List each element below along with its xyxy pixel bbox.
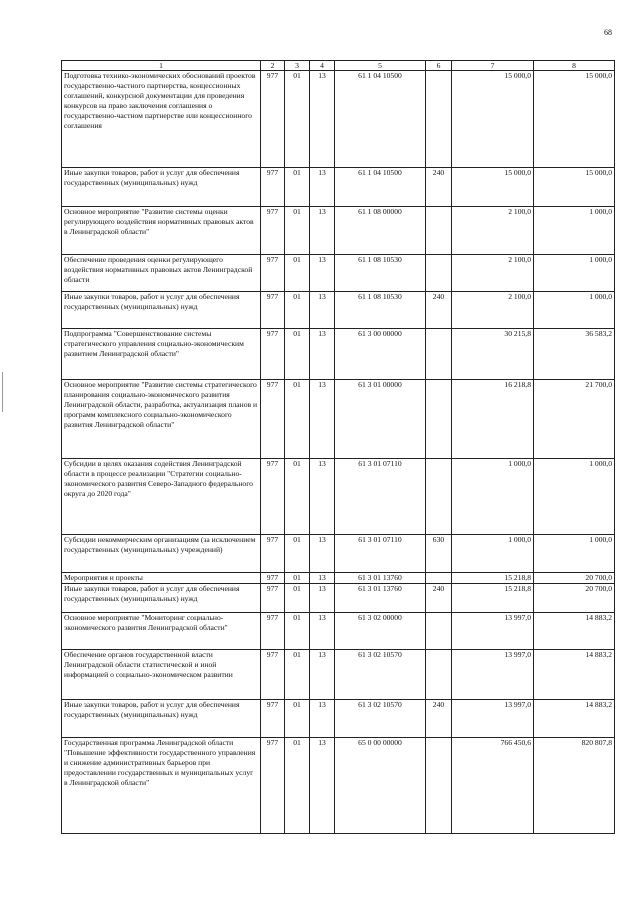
cell-target-article: 61 3 01 00000 xyxy=(335,380,426,459)
cell-amount-year2: 820 807,8 xyxy=(534,738,615,834)
cell-expense-type xyxy=(426,329,452,380)
cell-amount-year2: 1 000,0 xyxy=(534,292,615,329)
cell-amount-year1: 30 215,8 xyxy=(452,329,534,380)
row-name: Субсидии в целях оказания содействия Ленинградской области в процессе реализации "Стратегии социально-экономического развития Северо-Западного федерального округа до 2020 года" xyxy=(62,459,261,535)
cell-amount-year1: 1 000,0 xyxy=(452,459,534,535)
cell-target-article: 61 1 04 10500 xyxy=(335,71,426,168)
cell-subsection: 13 xyxy=(310,459,335,535)
cell-amount-year1: 15 218,8 xyxy=(452,584,534,613)
cell-ministry: 977 xyxy=(261,650,285,700)
cell-ministry: 977 xyxy=(261,380,285,459)
cell-ministry: 977 xyxy=(261,613,285,650)
col-header-2: 2 xyxy=(261,61,285,71)
cell-section: 01 xyxy=(285,738,310,834)
cell-ministry: 977 xyxy=(261,168,285,207)
cell-target-article: 61 1 08 00000 xyxy=(335,207,426,255)
cell-expense-type xyxy=(426,255,452,292)
row-name: Субсидии некоммерческим организациям (за исключением государственных (муниципальных) учреждений) xyxy=(62,535,261,573)
row-name: Подпрограмма "Совершенствование системы стратегического управления социально-экономическим развитием Ленинградской области" xyxy=(62,329,261,380)
cell-section: 01 xyxy=(285,329,310,380)
cell-amount-year2: 36 583,2 xyxy=(534,329,615,380)
cell-expense-type xyxy=(426,380,452,459)
cell-ministry: 977 xyxy=(261,207,285,255)
table-row xyxy=(62,207,615,255)
cell-section: 01 xyxy=(285,459,310,535)
row-name: Государственная программа Ленинградской области "Повышение эффективности государственного управления и снижение административных барьеров при предоставлении государственных и муниципальных услуг в Ленинградской области" xyxy=(62,738,261,834)
cell-expense-type: 240 xyxy=(426,292,452,329)
row-name: Иные закупки товаров, работ и услуг для обеспечения государственных (муниципальных) нужд xyxy=(62,292,261,329)
cell-amount-year2: 21 700,0 xyxy=(534,380,615,459)
cell-section: 01 xyxy=(285,613,310,650)
row-name: Иные закупки товаров, работ и услуг для обеспечения государственных (муниципальных) нужд xyxy=(62,168,261,207)
cell-amount-year1: 15 000,0 xyxy=(452,168,534,207)
cell-target-article: 65 0 00 00000 xyxy=(335,738,426,834)
cell-amount-year2: 14 883,2 xyxy=(534,613,615,650)
page-number: 68 xyxy=(604,28,612,37)
cell-subsection: 13 xyxy=(310,207,335,255)
cell-section: 01 xyxy=(285,584,310,613)
row-name: Основное мероприятие "Развитие системы оценки регулирующего воздействия нормативных правовых актов в Ленинградской области" xyxy=(62,207,261,255)
cell-amount-year2: 14 883,2 xyxy=(534,650,615,700)
cell-amount-year2: 1 000,0 xyxy=(534,207,615,255)
cell-expense-type xyxy=(426,650,452,700)
cell-amount-year2: 14 883,2 xyxy=(534,700,615,738)
col-header-4: 4 xyxy=(310,61,335,71)
cell-amount-year2: 1 000,0 xyxy=(534,459,615,535)
table-row xyxy=(62,584,615,613)
cell-ministry: 977 xyxy=(261,292,285,329)
budget-table xyxy=(61,60,615,834)
cell-amount-year1: 13 997,0 xyxy=(452,613,534,650)
cell-ministry: 977 xyxy=(261,573,285,584)
cell-ministry: 977 xyxy=(261,738,285,834)
cell-expense-type: 240 xyxy=(426,700,452,738)
cell-ministry: 977 xyxy=(261,535,285,573)
cell-subsection: 13 xyxy=(310,700,335,738)
cell-amount-year2: 20 700,0 xyxy=(534,573,615,584)
table-row xyxy=(62,535,615,573)
cell-target-article: 61 3 01 07110 xyxy=(335,535,426,573)
cell-subsection: 13 xyxy=(310,650,335,700)
cell-subsection: 13 xyxy=(310,738,335,834)
col-header-5: 5 xyxy=(335,61,426,71)
cell-section: 01 xyxy=(285,207,310,255)
cell-expense-type xyxy=(426,207,452,255)
cell-target-article: 61 3 01 07110 xyxy=(335,459,426,535)
table-row xyxy=(62,71,615,168)
cell-subsection: 13 xyxy=(310,380,335,459)
cell-subsection: 13 xyxy=(310,329,335,380)
cell-ministry: 977 xyxy=(261,584,285,613)
cell-subsection: 13 xyxy=(310,292,335,329)
table-row xyxy=(62,700,615,738)
row-name: Обеспечение проведения оценки регулирующего воздействия нормативных правовых актов Ленинградской области xyxy=(62,255,261,292)
table-row xyxy=(62,613,615,650)
cell-subsection: 13 xyxy=(310,613,335,650)
table-row xyxy=(62,255,615,292)
row-name: Обеспечение органов государственной власти Ленинградской области статистической и иной информацией о социально-экономическом развитии xyxy=(62,650,261,700)
cell-expense-type: 630 xyxy=(426,535,452,573)
cell-target-article: 61 3 02 00000 xyxy=(335,613,426,650)
table-row xyxy=(62,459,615,535)
cell-amount-year1: 2 100,0 xyxy=(452,255,534,292)
cell-target-article: 61 3 01 13760 xyxy=(335,584,426,613)
cell-section: 01 xyxy=(285,535,310,573)
cell-section: 01 xyxy=(285,650,310,700)
cell-expense-type xyxy=(426,459,452,535)
cell-amount-year1: 13 997,0 xyxy=(452,650,534,700)
cell-expense-type: 240 xyxy=(426,584,452,613)
cell-target-article: 61 3 01 13760 xyxy=(335,573,426,584)
cell-section: 01 xyxy=(285,292,310,329)
cell-amount-year1: 766 450,6 xyxy=(452,738,534,834)
scan-edge-mark xyxy=(2,372,3,412)
table-row xyxy=(62,380,615,459)
cell-expense-type xyxy=(426,613,452,650)
cell-amount-year2: 1 000,0 xyxy=(534,535,615,573)
cell-target-article: 61 3 02 10570 xyxy=(335,700,426,738)
cell-section: 01 xyxy=(285,255,310,292)
cell-target-article: 61 3 00 00000 xyxy=(335,329,426,380)
header-row xyxy=(62,61,615,71)
cell-amount-year2: 15 000,0 xyxy=(534,71,615,168)
cell-subsection: 13 xyxy=(310,168,335,207)
table-row xyxy=(62,292,615,329)
col-header-1: 1 xyxy=(62,61,261,71)
cell-amount-year1: 15 218,8 xyxy=(452,573,534,584)
row-name: Основное мероприятие "Развитие системы стратегического планирования социально-экономического развития Ленинградской области, разработка, актуализация планов и программ комплексного социально-экономического развития Ленинградской области" xyxy=(62,380,261,459)
cell-target-article: 61 1 08 10530 xyxy=(335,255,426,292)
col-header-3: 3 xyxy=(285,61,310,71)
cell-ministry: 977 xyxy=(261,700,285,738)
table-row xyxy=(62,573,615,584)
cell-amount-year1: 1 000,0 xyxy=(452,535,534,573)
table-row xyxy=(62,168,615,207)
table-row xyxy=(62,738,615,834)
row-name: Основное мероприятие "Мониторинг социально-экономического развития Ленинградской области" xyxy=(62,613,261,650)
row-name: Иные закупки товаров, работ и услуг для обеспечения государственных (муниципальных) нужд xyxy=(62,584,261,613)
cell-expense-type xyxy=(426,738,452,834)
cell-amount-year2: 15 000,0 xyxy=(534,168,615,207)
cell-expense-type: 240 xyxy=(426,168,452,207)
row-name: Подготовка технико-экономических обоснований проектов государственно-частного партнерства, концессионных соглашений, конкурсной документации для проведения конкурсов на право заключения соглашения о государственно-частном партнерстве или концессионного соглашения xyxy=(62,71,261,168)
cell-amount-year1: 15 000,0 xyxy=(452,71,534,168)
row-name: Иные закупки товаров, работ и услуг для обеспечения государственных (муниципальных) нужд xyxy=(62,700,261,738)
cell-ministry: 977 xyxy=(261,459,285,535)
cell-amount-year1: 13 997,0 xyxy=(452,700,534,738)
cell-section: 01 xyxy=(285,71,310,168)
cell-target-article: 61 3 02 10570 xyxy=(335,650,426,700)
cell-amount-year1: 2 100,0 xyxy=(452,207,534,255)
table-row xyxy=(62,650,615,700)
cell-expense-type xyxy=(426,573,452,584)
cell-subsection: 13 xyxy=(310,584,335,613)
cell-subsection: 13 xyxy=(310,573,335,584)
cell-section: 01 xyxy=(285,380,310,459)
cell-section: 01 xyxy=(285,573,310,584)
cell-amount-year2: 1 000,0 xyxy=(534,255,615,292)
cell-ministry: 977 xyxy=(261,255,285,292)
col-header-7: 7 xyxy=(452,61,534,71)
cell-amount-year1: 16 218,8 xyxy=(452,380,534,459)
cell-ministry: 977 xyxy=(261,329,285,380)
cell-subsection: 13 xyxy=(310,255,335,292)
col-header-8: 8 xyxy=(534,61,615,71)
row-name: Мероприятия и проекты xyxy=(62,573,261,584)
cell-ministry: 977 xyxy=(261,71,285,168)
table-row xyxy=(62,329,615,380)
cell-subsection: 13 xyxy=(310,71,335,168)
cell-expense-type xyxy=(426,71,452,168)
col-header-6: 6 xyxy=(426,61,452,71)
cell-target-article: 61 1 08 10530 xyxy=(335,292,426,329)
cell-amount-year1: 2 100,0 xyxy=(452,292,534,329)
cell-target-article: 61 1 04 10500 xyxy=(335,168,426,207)
cell-amount-year2: 20 700,0 xyxy=(534,584,615,613)
cell-section: 01 xyxy=(285,700,310,738)
cell-section: 01 xyxy=(285,168,310,207)
cell-subsection: 13 xyxy=(310,535,335,573)
